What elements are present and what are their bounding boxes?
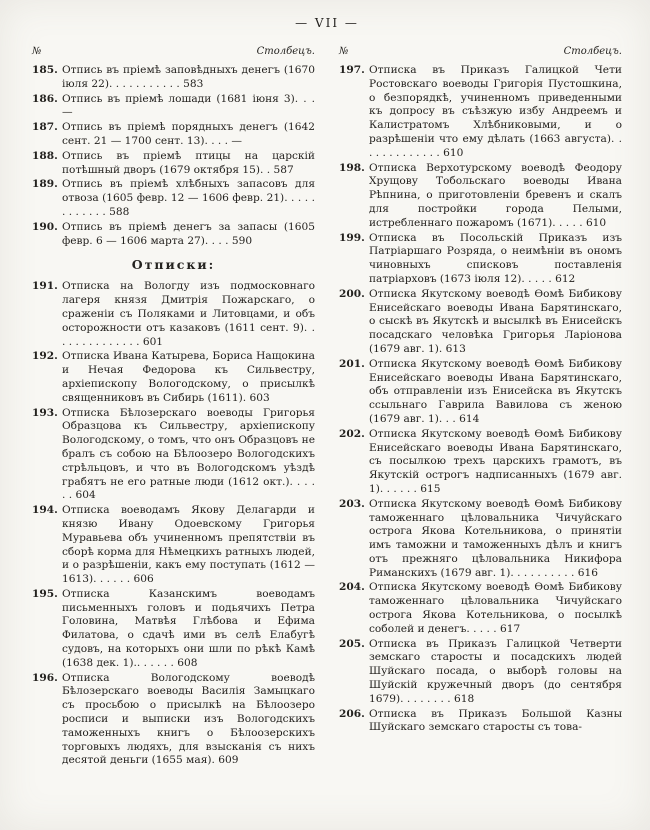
entry-text: Отписка Верхотурскому воеводѣ Феодору Хрущову Тобольскаго воеводы Ивана Рѣпнина, о приготовленіи бревенъ и скалъ для постройки города Пелыми, истребленнаго пожаромъ (1671). . . . . xyxy=(369,161,622,229)
entry-column-number: 618 xyxy=(453,692,475,705)
entry-number: 202. xyxy=(339,427,365,440)
toc-entry xyxy=(339,428,622,497)
entry-column-number: 601 xyxy=(142,335,164,348)
entry-number: 192. xyxy=(32,350,58,363)
toc-column-1 xyxy=(32,46,315,769)
entry-column-number: 615 xyxy=(420,482,441,495)
toc-entry xyxy=(32,64,315,92)
entry-number: 191. xyxy=(32,280,58,293)
entry-text: Отписка Якутскому воеводѣ Ѳомѣ Бибикову Енисейскаго воеводы Ивана Барятинскаго, съ посылкою трехъ царскихъ грамотъ, въ Якутскій острогъ надписанныхъ (1679 авг. 1). . . . . . xyxy=(369,427,622,495)
entry-text: Отпись въ пріемѣ хлѣбныхъ запасовъ для отвоза (1605 февр. 12 — 1606 февр. 21). . . . . . . . . . . . xyxy=(62,178,315,218)
column-header-stolbets: Столбецъ. xyxy=(256,46,315,57)
entry-column-number: 613 xyxy=(445,342,466,355)
entry-column-number: — xyxy=(62,106,73,119)
entry-text: Отпись въ пріемѣ порядныхъ денегъ (1642 сент. 21 — 1700 сент. 13). . . . xyxy=(62,121,315,147)
entry-column-number: 606 xyxy=(133,573,154,586)
toc-entry xyxy=(32,350,315,405)
entry-column-number: 603 xyxy=(249,391,270,404)
toc-entry xyxy=(32,280,315,349)
toc-entry xyxy=(339,64,622,161)
entry-text: Отписка Якутскому воеводѣ Ѳомѣ Бибикову таможеннаго цѣловальника Чичуйскаго острога Якова Котельникова, о посылкѣ соболей и денегъ. . . . . xyxy=(369,581,622,635)
entry-text: Отпись въ пріемѣ птицы на царскій потѣшный дворъ (1679 октября 15). . xyxy=(62,149,315,176)
entry-column-number: — xyxy=(231,134,243,147)
entry-text: Отпись въ пріемѣ заповѣдныхъ денегъ (1670 іюля 22). . . . . . . . . . . xyxy=(62,64,315,90)
entry-number: 206. xyxy=(339,707,365,720)
toc-entry xyxy=(32,504,315,587)
entry-number: 203. xyxy=(339,497,365,510)
entry-column-number: 614 xyxy=(459,412,480,425)
entry-column-number: 610 xyxy=(585,216,607,229)
entry-number: 204. xyxy=(339,581,365,594)
entry-number: 196. xyxy=(32,671,58,684)
entry-number: 186. xyxy=(32,92,58,105)
entry-text: Отписка въ Посольскій Приказъ изъ Патріаршаго Розряда, о неимѣніи въ ономъ чиновныхъ списковъ поставленія патріарховъ (1673 іюля 12). . . . . xyxy=(369,231,622,285)
toc-entry xyxy=(339,638,622,707)
section-heading: Отписки: xyxy=(131,257,216,273)
entry-column-number: 612 xyxy=(555,272,576,285)
entry-text: Отпись въ пріемѣ денегъ за запасы (1605 февр. 6 — 1606 марта 27). . . . xyxy=(62,220,315,247)
toc-entry xyxy=(32,407,315,504)
entry-column-number: 583 xyxy=(183,77,204,90)
entry-text: Отписка Якутскому воеводѣ Ѳомѣ Бибикову таможеннаго цѣловальника Чичуйскаго острога Якова Котельникова, о принятіи имъ таможни и таможенныхъ дѣлъ и книгъ отъ прежняго цѣловальника Никифора Риманскихъ (1679 авг. 1). . . . . . . . . . xyxy=(369,497,622,579)
toc-entry xyxy=(32,150,315,178)
column-header xyxy=(32,46,315,57)
entry-number: 185. xyxy=(32,64,58,76)
entry-column-number: 609 xyxy=(218,754,239,767)
entry-number: 201. xyxy=(339,357,365,370)
entry-text: Отписка Казанскимъ воеводамъ письменныхъ головъ и подьячихъ Петра Головина, Матвѣя Глѣбова и Ефима Филатова, о сдачѣ ими въ селѣ Елабугѣ судовъ, на которыхъ они шли по рѣкѣ Камѣ (1638 дек. 1).. . . . . . xyxy=(62,587,315,669)
entry-number: 187. xyxy=(32,121,58,134)
toc-entry xyxy=(339,581,622,636)
toc-entry xyxy=(339,232,622,287)
toc-entry xyxy=(32,672,315,769)
entry-number: 195. xyxy=(32,587,58,600)
entry-column-number: 587 xyxy=(273,163,294,176)
entry-text: Отписка Бѣлозерскаго воеводы Григорья Образцова къ Сильвестру, архіепископу Вологодскому, о томъ, что онъ Образцовъ не бралъ съ собою на Бѣлоозеро Вологодскихъ стрѣльцовъ, и что въ Вологодскомъ уѣздѣ грабятъ не его ратные люди (1612 окт.). . . . . . xyxy=(62,406,315,502)
toc-entry xyxy=(32,178,315,219)
entry-text: Отписка Вологодскому воеводѣ Бѣлозерскаго воеводы Василія Замыцкаго съ просьбою о присылкѣ на Бѣлоозеро росписи и выписки изъ Вологодскихъ таможенныхъ книгъ о Бѣлоозерскихъ торговыхъ людяхъ, для взысканія съ нихъ десятой деньги (1655 мая). xyxy=(62,671,315,767)
entry-text: Отписка въ Приказъ Большой Казны Шуйскаго земскаго старосты съ това- xyxy=(369,707,622,734)
entry-number: 197. xyxy=(339,64,365,76)
entry-text: Отписка Якутскому воеводѣ Ѳомѣ Бибикову Енисейскаго воеводы Ивана Барятинскаго, объ отправленіи изъ Енисейска въ Якутскъ ссыльнаго Гаврила Вавилова съ женою (1679 авг. 1). . . xyxy=(369,357,622,425)
toc-columns xyxy=(32,46,622,769)
page-number-header: — VII — xyxy=(295,16,359,30)
entry-number: 198. xyxy=(339,161,365,174)
entry-number: 200. xyxy=(339,287,365,300)
toc-entry xyxy=(339,708,622,736)
column-header xyxy=(339,46,622,57)
toc-entry xyxy=(339,358,622,427)
toc-column-2 xyxy=(339,46,622,769)
entry-column-number: 608 xyxy=(177,656,198,669)
entry-text: Отписка въ Приказъ Галицкой Чети Ростовскаго воеводы Григорія Пустошкина, о безпорядкѣ, учиненномъ приведенными къ допросу въ съѣзжую избу Андреемъ и Калистратомъ Хлѣбниковыми, и о разрѣшеніи что ему дѣлать (1663 августа). . . . . . . . . . . . . xyxy=(369,64,622,159)
entry-text: Отписка воеводамъ Якову Делагарди и князю Ивану Одоевскому Григорья Муравьева объ учиненномъ препятствіи въ сборѣ корма для Нѣмецкихъ ратныхъ людей, и о разрѣшеніи, какъ ему поступать (1612 — 1613). . . . . . xyxy=(62,504,315,586)
entry-text: Отписка Якутскому воеводѣ Ѳомѣ Бибикову Енисейскаго воеводы Ивана Барятинскаго, о сыскѣ въ Якутскѣ и высылкѣ въ Енисейскъ посадскаго человѣка Григорья Ларіонова (1679 авг. 1). xyxy=(369,287,622,355)
toc-entry xyxy=(32,93,315,121)
entry-column-number: 604 xyxy=(75,489,96,502)
entry-text: Отпись въ пріемѣ лошади (1681 іюня 3). . . xyxy=(62,92,315,105)
entry-number: 190. xyxy=(32,220,58,233)
entry-number: 194. xyxy=(32,504,58,517)
toc-entry xyxy=(339,162,622,231)
entry-column-number: 616 xyxy=(577,566,598,579)
entry-text: Отписка на Вологду изъ подмосковнаго лагеря князя Дмитрія Пожарскаго, о сраженіи съ Поляками и Литовцами, и объ осторожности отъ казаковъ (1611 сент. 9). . . . . . . . . . . . . . xyxy=(62,280,315,348)
entry-number: 205. xyxy=(339,637,365,650)
toc-entry xyxy=(339,288,622,357)
column-header-no: № xyxy=(32,46,42,57)
entry-column-number: 610 xyxy=(443,146,464,159)
entry-text: Отписка Ивана Катырева, Бориса Нащокина и Нечая Федорова къ Сильвестру, архіепископу Вологодскому, о присылкѣ священниковъ въ Сибирь (1611). xyxy=(62,350,315,404)
entry-number: 193. xyxy=(32,406,58,419)
entry-text: Отписка въ Приказъ Галицкой Четверти земскаго старосты и посадскихъ людей Шуйскаго посада, о выборѣ головы на Шуйскій кружечный дворъ (до сентября 1679). . . . . . . . xyxy=(369,637,622,705)
entry-number: 188. xyxy=(32,149,58,162)
toc-entry xyxy=(339,498,622,581)
entry-number: 189. xyxy=(32,178,58,191)
entry-number: 199. xyxy=(339,231,365,244)
entry-column-number: 588 xyxy=(109,205,130,218)
entry-column-number: 617 xyxy=(500,622,521,635)
column-header-stolbets: Столбецъ. xyxy=(563,46,622,57)
toc-entry xyxy=(32,588,315,671)
toc-entry xyxy=(32,121,315,149)
toc-entry xyxy=(32,221,315,249)
entry-column-number: 590 xyxy=(231,234,253,247)
column-header-no: № xyxy=(339,46,349,57)
